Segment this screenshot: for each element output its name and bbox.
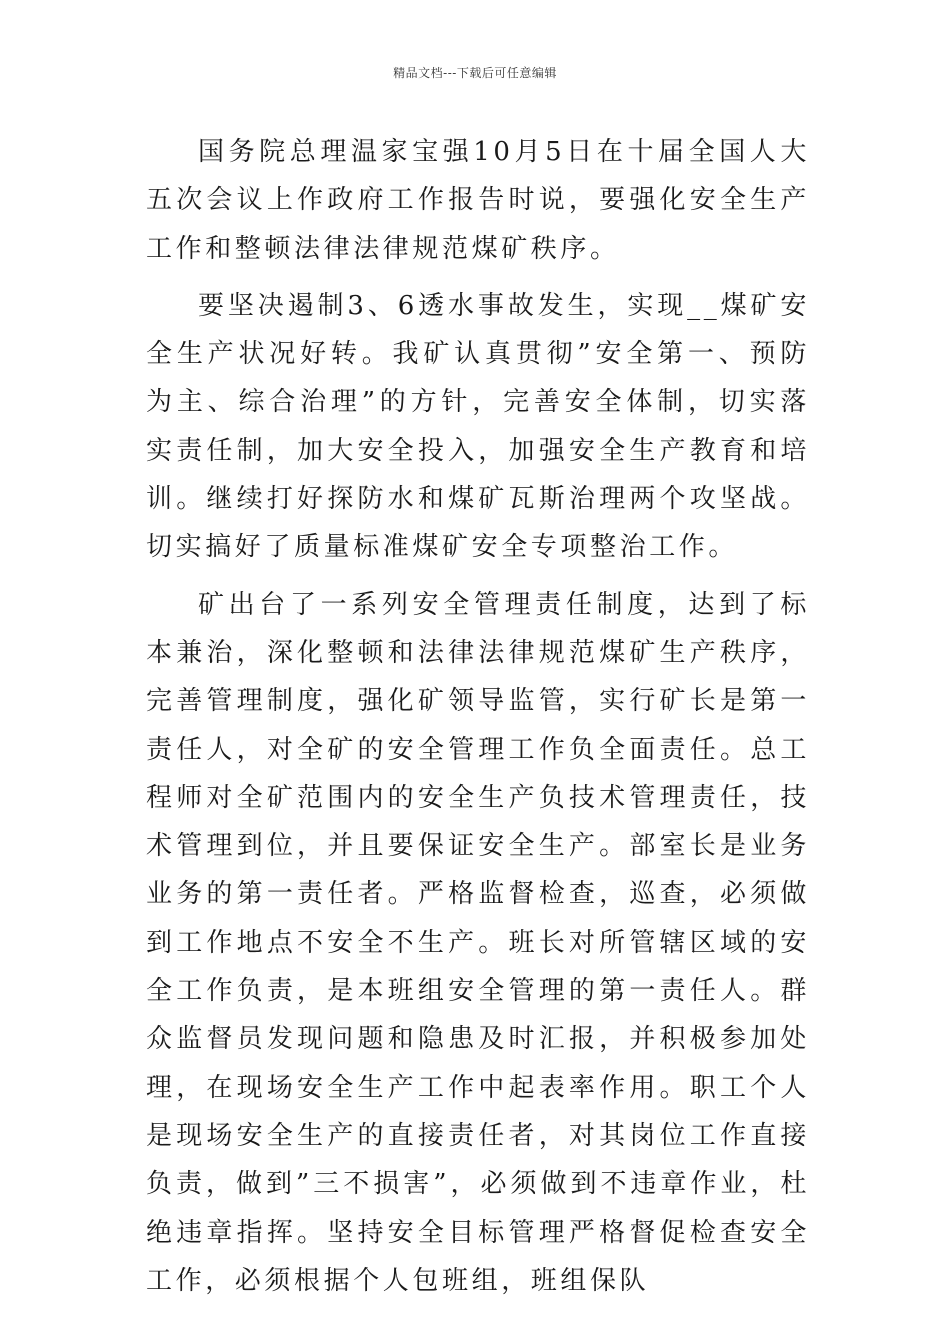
paragraph-3: 矿出台了一系列安全管理责任制度，达到了标本兼治，深化整顿和法律法律规范煤矿生产秩序，完善管理制度，强化矿领导监管，实行矿长是第一责任人，对全矿的安全管理工作负全面责任。总工程师对全矿范围内的安全生产负技术管理责任，技术管理到位，并且要保证安全生产。部室长是业务业务的第一责任者。严格监督检查，巡查，必须做到工作地点不安全不生产。班长对所管辖区域的安全工作负责，是本班组安全管理的第一责任人。群众监督员发现问题和隐患及时汇报，并积极参加处理，在现场安全生产工作中起表率作用。职工个人是现场安全生产的直接责任者，对其岗位工作直接负责，做到”三不损害”，必须做到不违章作业，杜绝违章指挥。坚持安全目标管理严格督促检查安全工作，必须根据个人包班组，班组保队 [146,589,810,1296]
paragraph-2: 要坚决遏制3、6透水事故发生，实现__煤矿安全生产状况好转。我矿认真贯彻”安全第一、预防为主、综合治理”的方针，完善安全体制，切实落实责任制，加大安全投入，加强安全生产教育和培训。继续打好探防水和煤矿瓦斯治理两个攻坚战。切实搞好了质量标准煤矿安全专项整治工作。 [146,290,810,563]
page-header: 精品文档---下载后可任意编辑 [393,66,557,80]
document-body [146,128,810,1305]
paragraph-1: 国务院总理温家宝强10月5日在十届全国人大五次会议上作政府工作报告时说，要强化安全生产工作和整顿法律法律规范煤矿秩序。 [146,137,810,264]
